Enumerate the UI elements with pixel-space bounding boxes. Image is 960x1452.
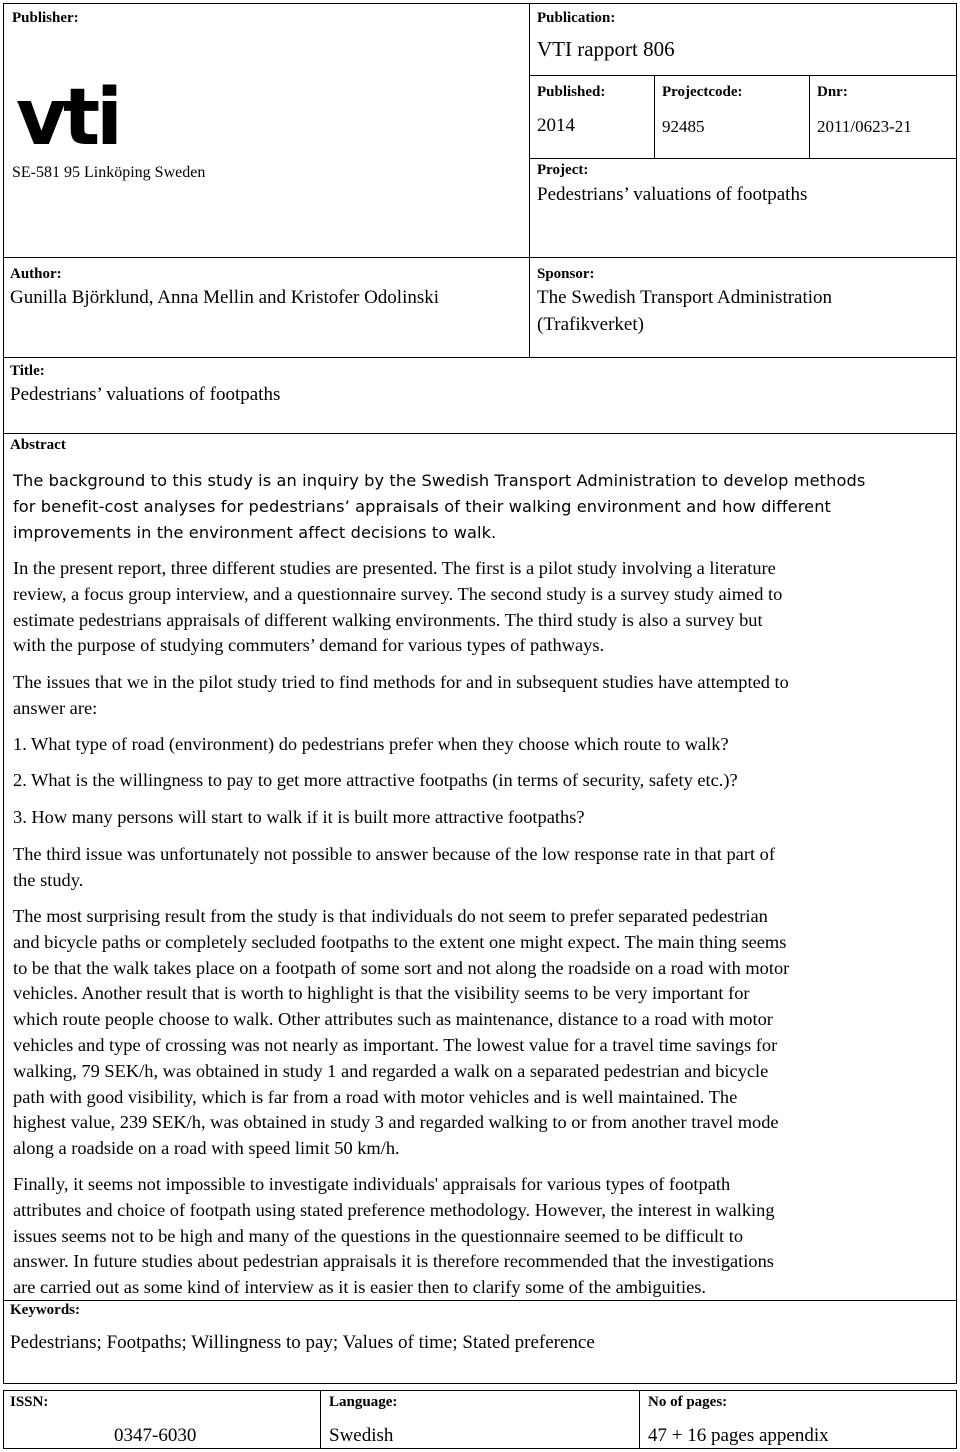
abstract-paragraph-3: The issues that we in the pilot study tried to find methods for and in subsequent studies have attempted to answer are: [13, 672, 789, 718]
pages-label: No of pages: [648, 1394, 728, 1410]
abstract-paragraph-6: Finally, it seems not impossible to investigate individuals' appraisals for various types of footpath attributes and choice of footpath using stated preference methodology. However, the interest in walking issues seems not to be high and many of the questions in the questionnaire seemed to be difficult to answer. In future studies about pedestrian appraisals it is therefore recommended that the investigations are carried out as some kind of interview as it is easier then to clarify some of the ambiguities. [13, 1174, 775, 1298]
publisher-box [3, 3, 530, 258]
published-value: 2014 [537, 115, 575, 136]
title-value: Pedestrians’ valuations of footpaths [10, 384, 281, 405]
question-1: 1. What type of road (environment) do pedestrians prefer when they choose which route to walk? [13, 734, 729, 754]
publisher-label: Publisher: [12, 10, 79, 26]
language-cell [320, 1390, 640, 1449]
abstract-paragraph-2: In the present report, three different studies are presented. The first is a pilot study involving a literature review, a focus group interview, and a questionnaire survey. The second study is a survey study aimed to estimate pedestrians appraisals of different walking environments. The third study is also a survey but with the purpose of studying commuters’ demand for various types of pathways. [13, 558, 783, 656]
title-label: Title: [10, 363, 45, 379]
publication-title: VTI rapport 806 [537, 37, 675, 61]
abstract-paragraph-1: The background to this study is an inquiry by the Swedish Transport Administration to develop methods for benefit-cost analyses for pedestrians’ appraisals of their walking environment and how different improvements in the environment affect decisions to walk. [13, 471, 866, 542]
language-label: Language: [329, 1394, 398, 1410]
project-label: Project: [537, 162, 589, 178]
abstract-label: Abstract [10, 437, 66, 453]
question-3: 3. How many persons will start to walk if it is built more attractive footpaths? [13, 807, 585, 827]
sponsor-label: Sponsor: [537, 266, 595, 282]
author-box [3, 257, 530, 358]
projectcode-label: Projectcode: [662, 84, 743, 100]
dnr-label: Dnr: [817, 84, 848, 100]
author-label: Author: [10, 266, 62, 282]
issn-label: ISSN: [10, 1394, 49, 1410]
issn-cell [3, 1390, 321, 1449]
sponsor-line-2: (Trafikverket) [537, 314, 644, 335]
projectcode-cell [654, 75, 810, 159]
sponsor-line-1: The Swedish Transport Administration [537, 287, 833, 308]
published-label: Published: [537, 84, 606, 100]
pages-value: 47 + 16 pages appendix [648, 1425, 829, 1446]
vti-logo: vti [16, 73, 119, 163]
project-value: Pedestrians’ valuations of footpaths [537, 184, 808, 205]
keywords-label: Keywords: [10, 1302, 80, 1318]
language-value: Swedish [329, 1425, 394, 1446]
published-cell [529, 75, 655, 159]
abstract-paragraph-5: The most surprising result from the study is that individuals do not seem to prefer separated pedestrian and bicycle paths or completely secluded footpaths to the extent one might expect. The main thing seems to be that the walk takes place on a footpath of some sort and not along the roadside on a road with motor vehicles. Another result that is worth to highlight is that the visibility seems to be very important for which route people choose to walk. Other attributes such as maintenance, distance to a road with motor vehicles and type of crossing was not nearly as important. The lowest value for a travel time savings for walking, 79 SEK/h, was obtained in study 1 and regarded a walk on a separated pedestrian and bicycle path with good visibility, which is far from a road with motor vehicles and is well maintained. The highest value, 239 SEK/h, was obtained in study 3 and regarded walking to or from another travel mode along a roadside on a road with speed limit 50 km/h. [13, 906, 790, 1159]
issn-value: 0347-6030 [114, 1425, 197, 1446]
author-value: Gunilla Björklund, Anna Mellin and Kristofer Odolinski [10, 287, 440, 308]
dnr-value: 2011/0623-21 [817, 117, 912, 136]
keywords-value: Pedestrians; Footpaths; Willingness to pay; Values of time; Stated preference [10, 1332, 595, 1353]
publication-label: Publication: [537, 10, 616, 26]
sponsor-box [529, 257, 957, 358]
pages-cell [639, 1390, 957, 1449]
keywords-divider [4, 1300, 956, 1301]
question-2: 2. What is the willingness to pay to get more attractive footpaths (in terms of security, safety etc.)? [13, 770, 738, 790]
projectcode-value: 92485 [662, 117, 705, 136]
abstract-paragraph-4: The third issue was unfortunately not possible to answer because of the low response rate in that part of the study. [13, 844, 775, 890]
publisher-address: SE-581 95 Linköping Sweden [12, 164, 206, 181]
abstract-box [3, 433, 957, 1384]
dnr-cell [809, 75, 957, 159]
title-box [3, 357, 957, 434]
